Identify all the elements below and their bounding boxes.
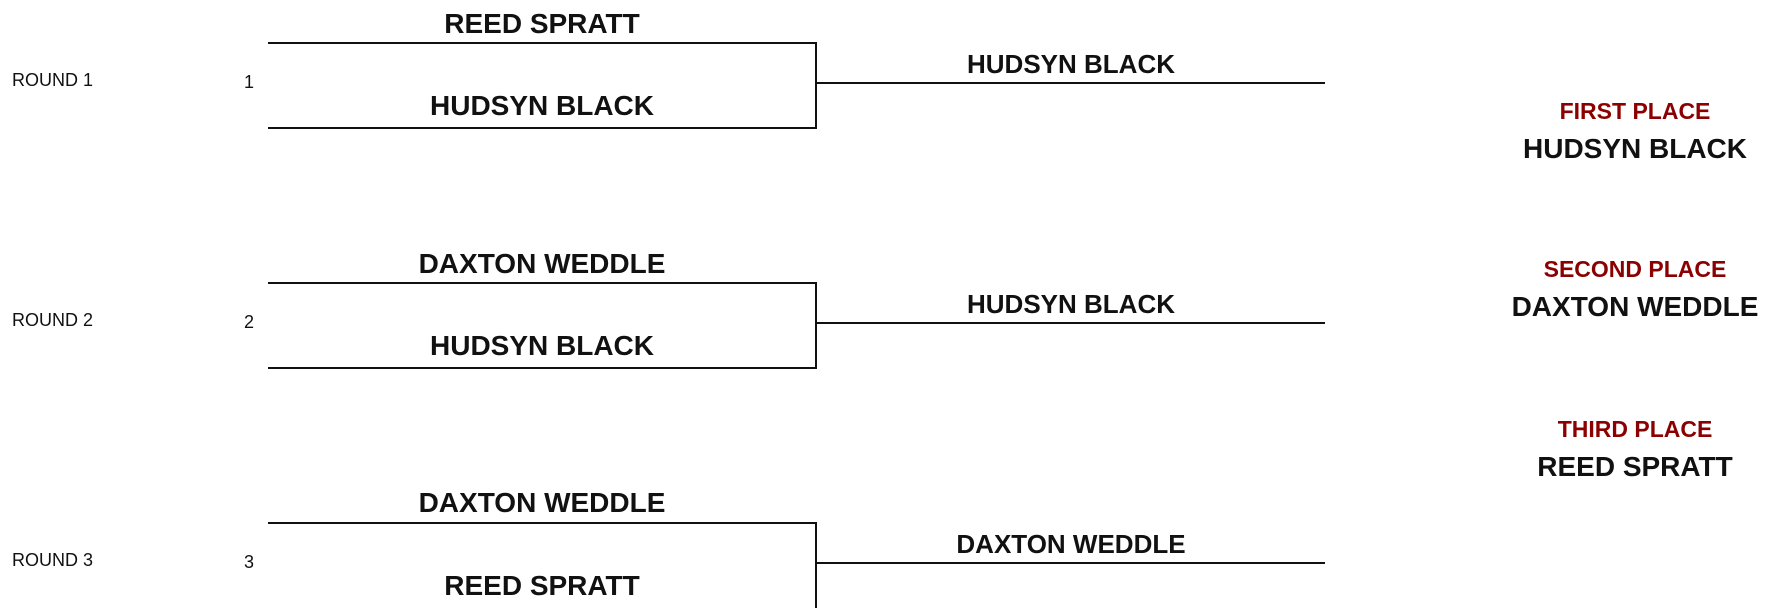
bracket-winner-name: HUDSYN BLACK: [967, 49, 1175, 79]
bracket-top-line: [268, 522, 816, 524]
bracket-top-line: [268, 42, 816, 44]
round-label: ROUND 2: [12, 310, 94, 330]
match-number: 1: [244, 72, 255, 92]
bracket-bottom-name: REED SPRATT: [444, 570, 640, 601]
third-place-title: THIRD PLACE: [1557, 416, 1713, 442]
bracket-top-name: DAXTON WEDDLE: [418, 487, 666, 518]
round-label: ROUND 3: [12, 550, 94, 570]
bracket-top-name: DAXTON WEDDLE: [418, 248, 666, 279]
bracket-winner-name: HUDSYN BLACK: [967, 289, 1175, 319]
bracket-bottom-line: [268, 127, 816, 129]
bracket-winner-line: [817, 82, 1325, 84]
round-label: ROUND 1: [12, 70, 94, 90]
second-place-title: SECOND PLACE: [1543, 256, 1727, 282]
second-place-name: DAXTON WEDDLE: [1511, 291, 1759, 322]
bracket-bottom-name: HUDSYN BLACK: [430, 330, 654, 361]
bracket-top-name: REED SPRATT: [444, 8, 640, 39]
match-number: 3: [244, 552, 255, 572]
third-place-name: REED SPRATT: [1537, 451, 1733, 482]
bracket-bottom-name: HUDSYN BLACK: [430, 90, 654, 121]
bracket-winner-line: [817, 322, 1325, 324]
first-place-title: FIRST PLACE: [1559, 98, 1711, 124]
bracket-bottom-line: [268, 367, 816, 369]
bracket-top-line: [268, 282, 816, 284]
first-place-name: HUDSYN BLACK: [1523, 133, 1747, 164]
match-number: 2: [244, 312, 255, 332]
bracket-winner-line: [817, 562, 1325, 564]
bracket-winner-name: DAXTON WEDDLE: [956, 529, 1186, 559]
